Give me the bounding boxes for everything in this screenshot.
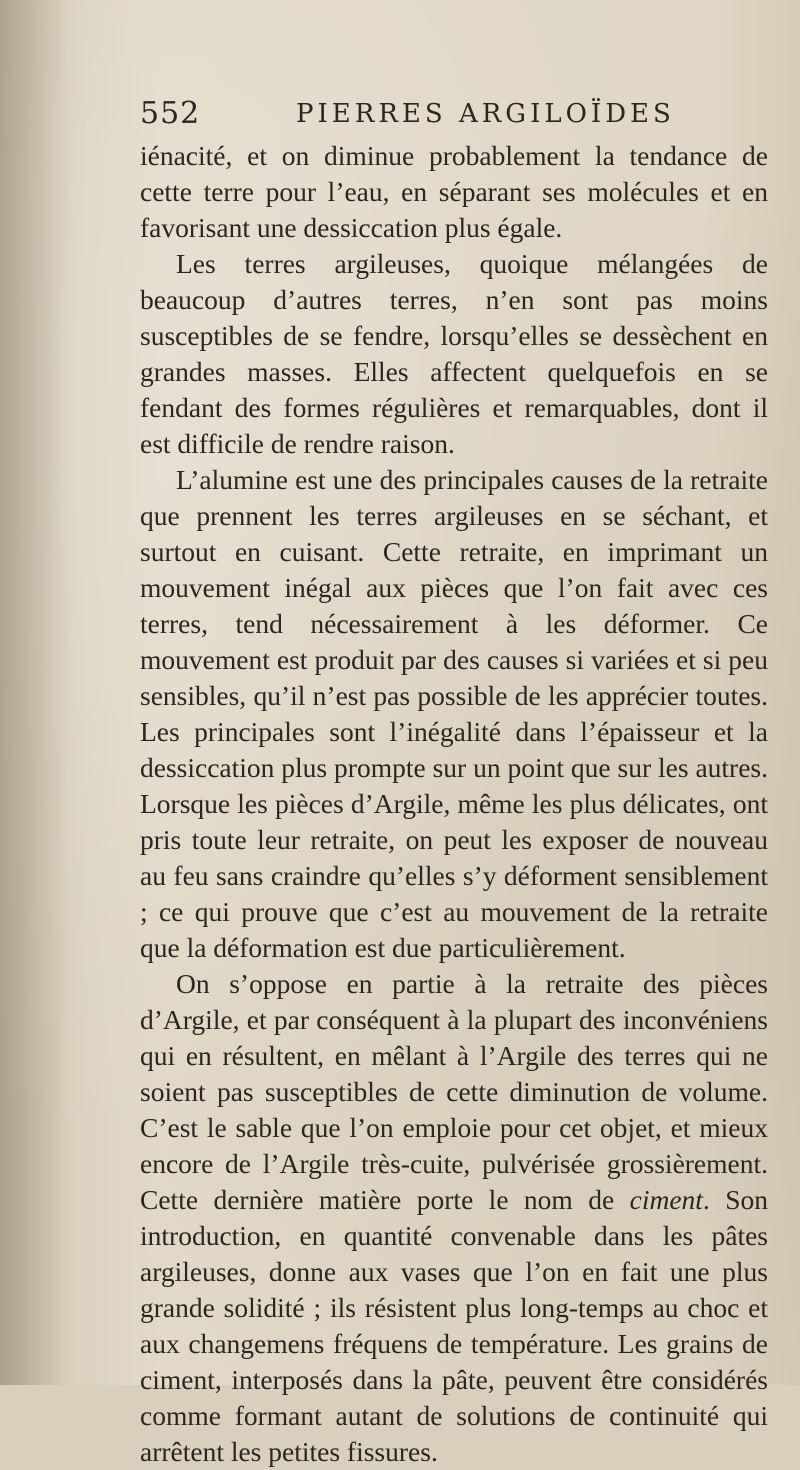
paragraph-4-italic-term: ciment bbox=[629, 1184, 703, 1215]
gutter-shadow bbox=[0, 0, 70, 1385]
paragraph-3: L’alumine est une des principales causes de la retraite que prennent les terres argileuses en se séchant, et surtout en cuisant. Cette retraite, en imprimant un mouvement inégal aux pièces que l’on fait avec ces terres, tend nécessairement à les déformer. Ce mouvement est produit par des causes si variées et si peu sensibles, qu’il n’est pas possible de les apprécier toutes. Les principales sont l’inégalité dans l’épaisseur et la dessiccation plus prompte sur un point que sur les autres. Lorsque les pièces d’Argile, même les plus délicates, ont pris toute leur retraite, on peut les exposer de nouveau au feu sans craindre qu’elles s’y déforment sensiblement ; ce qui prouve que c’est au mouvement de la retraite que la déformation est due particulièrement. bbox=[140, 464, 768, 963]
paragraph-1: iénacité, et on diminue probablement la tendance de cette terre pour l’eau, en séparant ses molécules et en favorisant une dessiccation plus égale. bbox=[140, 140, 768, 243]
paragraph-2: Les terres argileuses, quoique mélangées de beaucoup d’autres terres, n’en sont pas moins susceptibles de se fendre, lorsqu’elles se dessèchent en grandes masses. Elles affectent quelquefois en se fendant des formes régulières et remarquables, dont il est difficile de rendre raison. bbox=[140, 248, 768, 459]
page-header bbox=[140, 96, 700, 136]
paragraph-4-part-1: On s’oppose en partie à la retraite des pièces d’Argile, et par conséquent à la plupart des inconvéniens qui en résultent, en mêlant à l’Argile des terres qui ne soient pas susceptibles de cette diminution de volume. C’est le sable que l’on emploie pour cet objet, et mieux encore de l’Argile très-cuite, pulvérisée grossièrement. Cette dernière matière porte le nom de bbox=[140, 968, 768, 1215]
paragraph-4-part-2: . Son introduction, en quantité convenable dans les pâtes argileuses, donne aux vases que l’on en fait une plus grande solidité ; ils résistent plus long-temps au choc et aux changemens fréquens de température. Les grains de ciment, interposés dans la pâte, peuvent être considérés comme formant autant de solutions de continuité qui arrêtent les petites fissures. bbox=[140, 1184, 768, 1467]
paragraph-4 bbox=[140, 966, 768, 1470]
page-number: 552 bbox=[140, 96, 201, 131]
body-text bbox=[140, 138, 768, 1470]
running-title: PIERRES ARGILOÏDES bbox=[296, 99, 675, 129]
